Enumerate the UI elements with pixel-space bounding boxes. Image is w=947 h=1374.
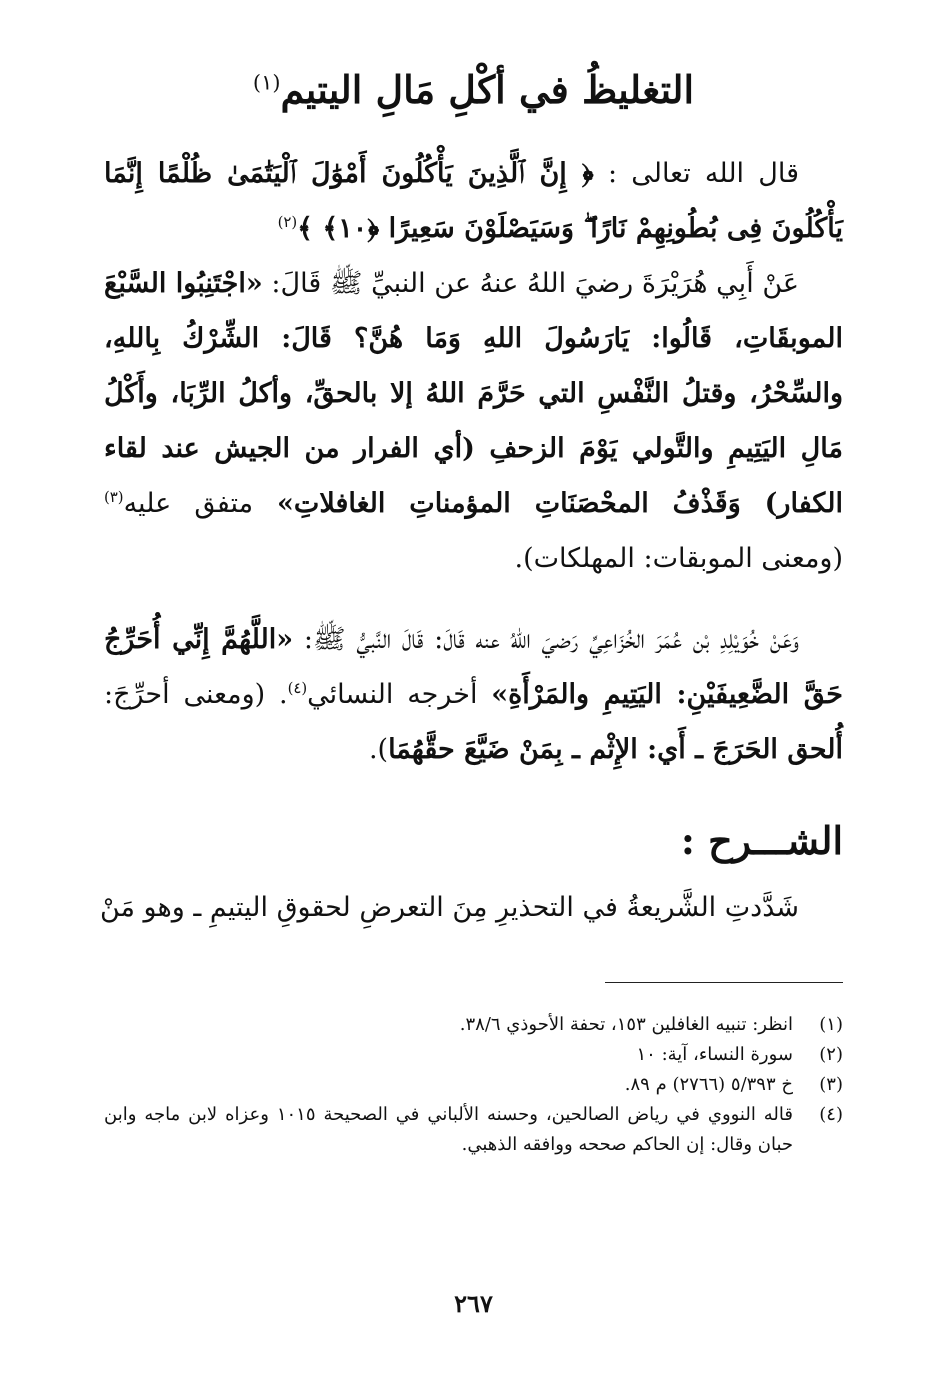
footnote-text: سورة النساء، آية: ١٠ [636,1044,793,1065]
hadith-2-footnote-mark: (٤) [287,679,308,697]
verse-footnote-mark: (٢) [277,213,298,231]
footnote-number: (١) [819,1014,843,1035]
chapter-title [104,62,843,118]
hadith-2-source: أخرجه النسائي [307,679,492,710]
chapter-title-text: التغليظُ في أكْلِ مَالِ اليتيم [280,67,695,112]
book-page [99,0,844,1374]
hadith-khuwaylid [104,612,843,777]
hadith-1-saying: «اجْتَنِبُوا السَّبْعَ الموبقَاتِ، قَالُوا: يَارَسُولَ اللهِ وَمَا هُنَّ؟ قَالَ: الشِّرْكُ بِاللهِ، والسِّحْرُ، وقتلُ النَّفْسِ التي حَرَّمَ اللهُ إلا بالحقِّ، وأكلُ الرِّبَا، وأَكْلُ مَالِ اليَتِيمِ والتَّولي يَوْمَ الزحفِ (أي الفرار من الجيش عند لقاء الكفار) وَقَذْفُ المحْصَنَاتِ المؤمناتِ الغافلاتِ» [104,268,843,519]
footnote-item [104,1010,843,1040]
footnote-text: انظر: تنبيه الغافلين ١٥٣، تحفة الأحوذي ٣٨/٦. [459,1014,793,1035]
verse-intro: قال الله تعالى : [593,158,799,189]
hadith-2-gloss-bold: أُلحق الحَرَجَ ـ أَي: الإِثْم ـ بِمَنْ ضَيَّعَ حقَّهُمَا [388,734,843,765]
hadith-2-lead: وَعَنْ خُوَيْلِدِ بْن عُمَرَ الخُزَاعِيِّ رَضيَ اللهُ عنه قَالَ: قَالَ النَّبيُّ ﷺ: [293,624,799,655]
hadith-2-saying: «اللَّهُمَّ إِنِّي أُحَرِّجُ حَقَّ الضَّعِيفَيْنِ: اليَتِيمِ والمَرْأَةِ» [104,624,844,710]
footnote-number: (٤) [819,1104,843,1125]
hadith-2-gloss-tail: ). [368,734,389,765]
commentary-heading: الشـــرح : [680,818,843,863]
quran-verse: ﴿ إِنَّ ٱلَّذِينَ يَأْكُلُونَ أَمْوَٰلَ ٱلْيَتَٰمَىٰ ظُلْمًا إِنَّمَا يَأْكُلُونَ فِى بُطُونِهِمْ نَارًا ۖ وَسَيَصْلَوْنَ سَعِيرًا ﴿١٠﴾ ﴾ [104,158,843,244]
verse-paragraph [104,146,843,256]
hadith-1-lead: عَنْ أَبِي هُرَيْرَةَ رضيَ اللهُ عنهُ عن النبيِّ ﷺ قَالَ: [262,268,799,299]
commentary-text: شَدَّدتِ الشَّريعةُ في التحذيرِ مِنَ التعرضِ لحقوقِ اليتيمِ ـ وهو مَنْ [99,892,799,923]
hadith-2-gloss-lead: . (ومعنى أحرِّجَ: [104,679,288,710]
footnote-item [104,1070,843,1100]
title-footnote-mark: (١) [252,70,281,95]
hadith-1-source: متفق عليه [123,488,254,519]
footnote-number: (٣) [819,1074,843,1095]
footnote-item [104,1040,843,1070]
hadith-1-gloss: (ومعنى الموبقات: المهلكات). [514,543,843,574]
page-number: ٢٦٧ [454,1289,493,1318]
footnote-number: (٢) [819,1044,843,1065]
hadith-abu-hurayra [104,256,843,586]
footnote-divider [605,982,843,983]
hadith-1-footnote-mark: (٣) [104,488,124,506]
footnote-item [104,1100,843,1160]
footnotes [104,1010,843,1160]
footnote-text: خ ٥/٣٩٣ (٢٧٦٦) م ٨٩. [624,1074,793,1095]
footnote-text: قاله النووي في رياض الصالحين، وحسنه الألباني في الصحيحة ١٠١٥ وعزاه لابن ماجه وابن حبان وقال: إن الحاكم صححه ووافقه الذهبي. [104,1104,794,1155]
main-text [104,146,843,777]
